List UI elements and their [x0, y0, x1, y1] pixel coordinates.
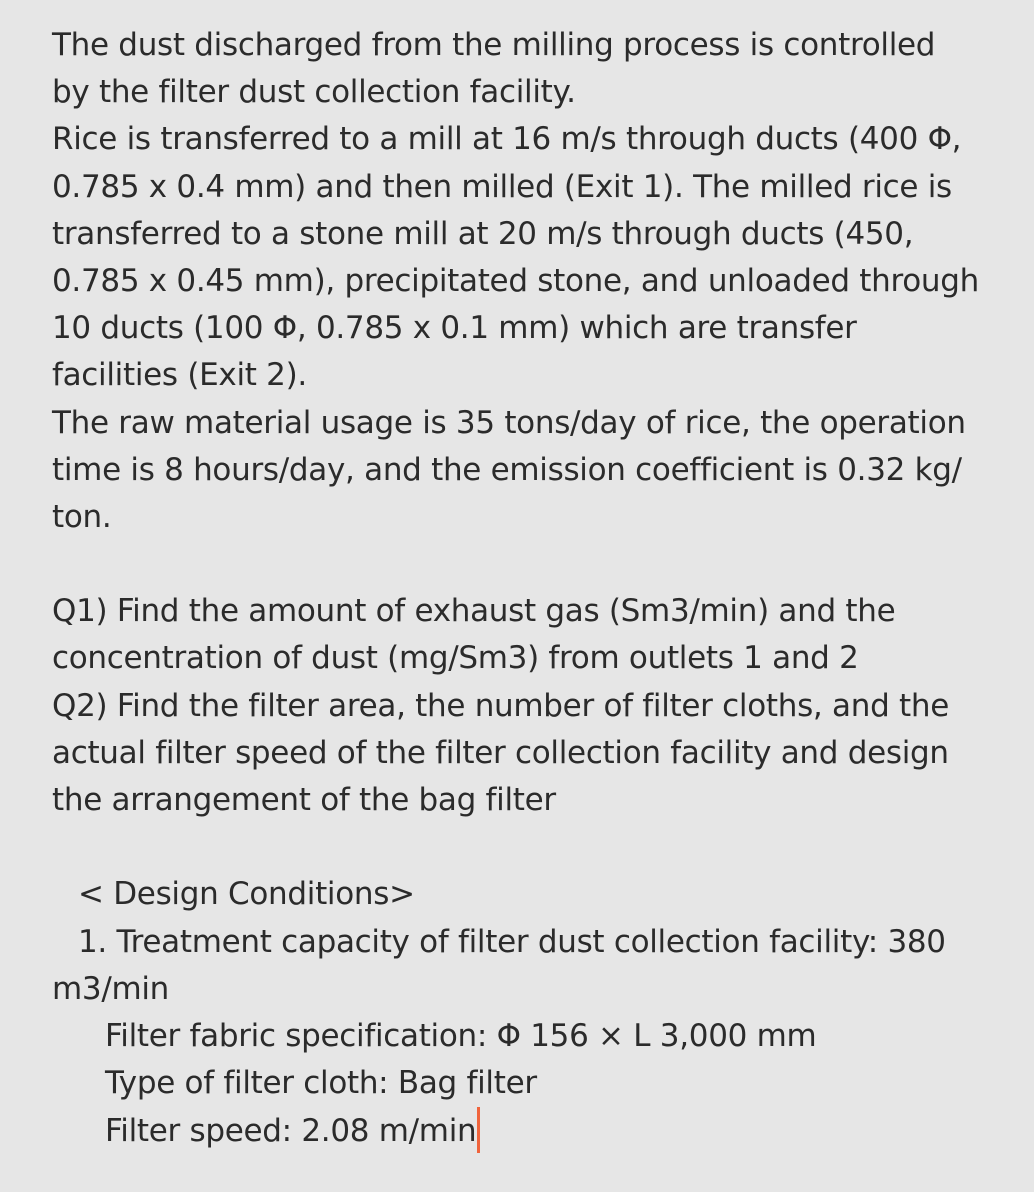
text-line: 10 ducts (100 Φ, 0.785 x 0.1 mm) which are transfer [52, 310, 857, 347]
blank-line [52, 824, 994, 871]
text-line: 0.785 x 0.45 mm), precipitated stone, and unloaded through [52, 262, 979, 299]
blank-line [52, 541, 994, 588]
question-line: the arrangement of the bag filter [52, 782, 556, 818]
text-line: The dust discharged from the milling process is controlled [52, 27, 936, 63]
filter-speed-line [52, 1107, 994, 1154]
text-line: transferred to a stone mill at 20 m/s through ducts (450, [52, 215, 914, 252]
filter-fabric-spec: Filter fabric specification: Φ 156 × L 3,000 mm [105, 1017, 817, 1054]
question-line: Q2) Find the filter area, the number of filter cloths, and the [52, 687, 949, 724]
question-line: Q1) Find the amount of exhaust gas (Sm3/min) and the [52, 593, 896, 630]
text-line: 0.785 x 0.4 mm) and then milled (Exit 1). The milled rice is [52, 168, 952, 205]
text-line: by the filter dust collection facility. [52, 74, 576, 111]
text-line: facilities (Exit 2). [52, 357, 307, 394]
text-line: The raw material usage is 35 tons/day of rice, the operation [52, 404, 966, 441]
filter-speed-text: Filter speed: 2.08 m/min [105, 1113, 477, 1150]
text-line: time is 8 hours/day, and the emission coefficient is 0.32 kg/ [52, 451, 962, 488]
design-conditions-heading: < Design Conditions> [78, 876, 415, 913]
question-line: concentration of dust (mg/Sm3) from outlets 1 and 2 [52, 640, 859, 677]
condition-item-1-continued: m3/min [52, 970, 170, 1007]
condition-item-1: 1. Treatment capacity of filter dust collection facility: 380 [78, 923, 946, 960]
filter-cloth-type: Type of filter cloth: Bag filter [105, 1065, 537, 1102]
question-line: actual filter speed of the filter collection facility and design [52, 734, 949, 771]
text-line: ton. [52, 498, 112, 535]
text-line: Rice is transferred to a mill at 16 m/s through ducts (400 Φ, [52, 121, 962, 158]
text-caret [477, 1107, 480, 1153]
